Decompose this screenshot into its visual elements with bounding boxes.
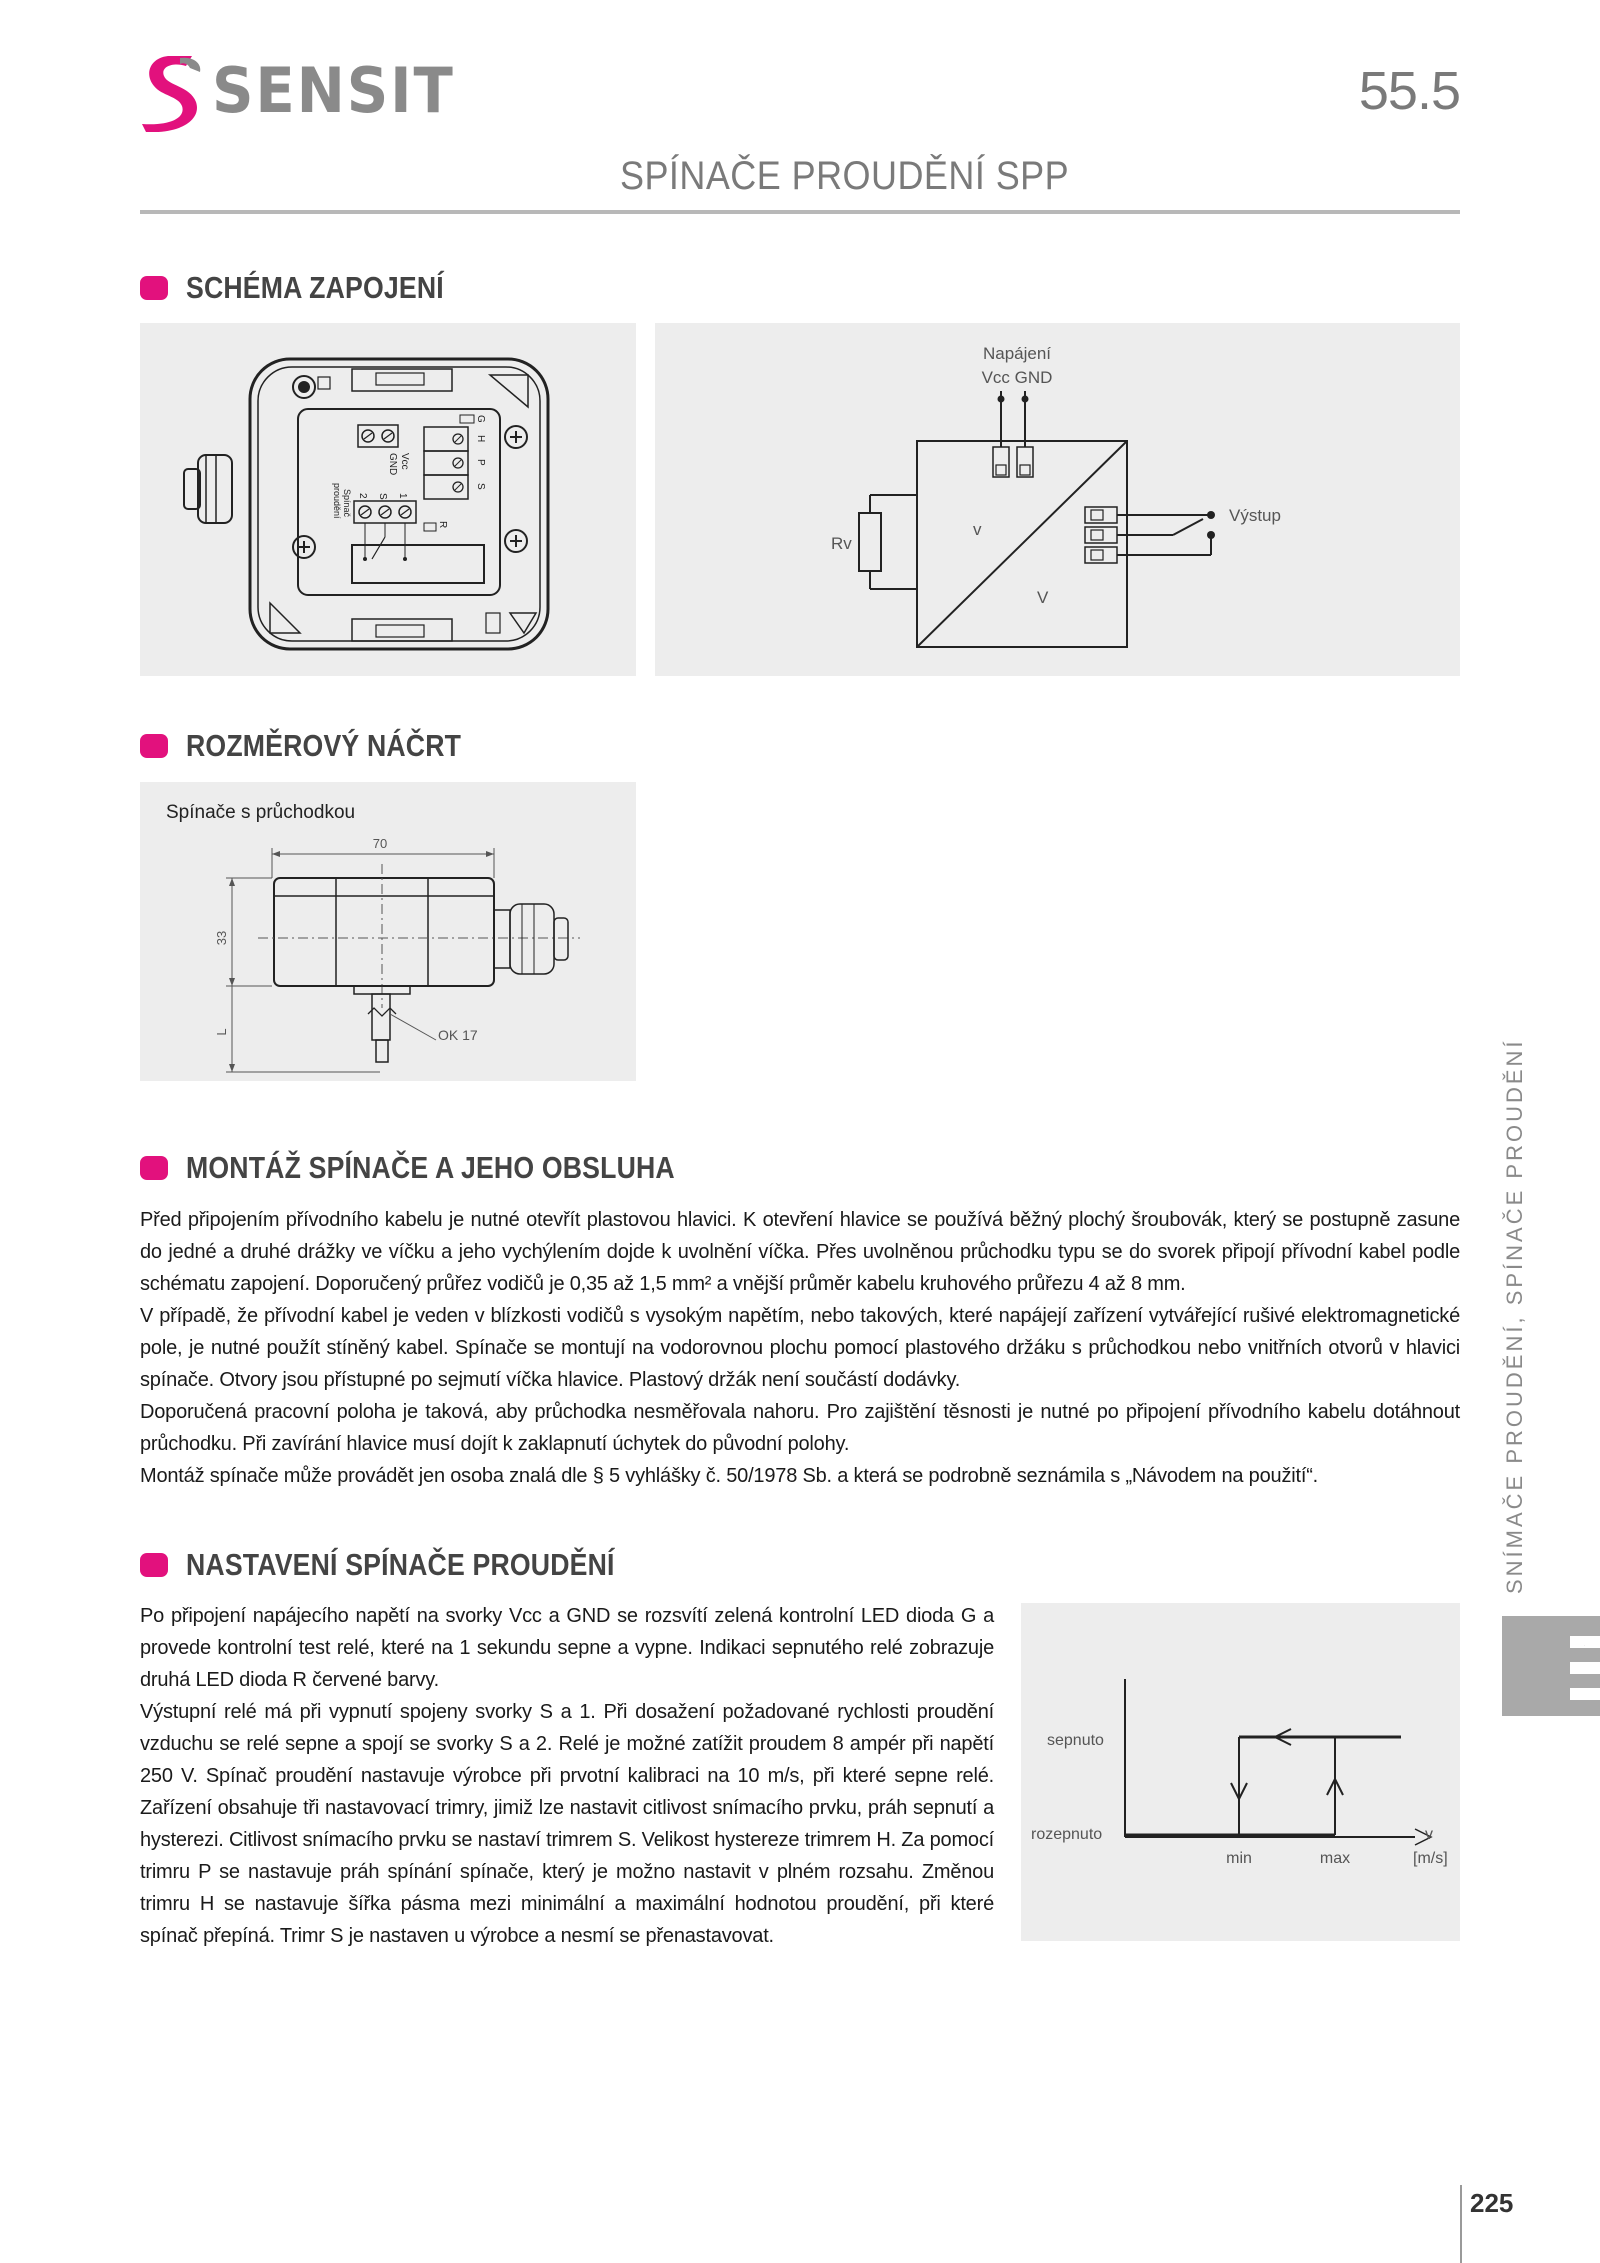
dim-height-label: 33 [214,930,229,946]
hysteresis-chart-panel [1021,1603,1460,1941]
terminal-2-label: 2 [357,493,368,499]
power-label: Napájení [982,344,1052,363]
terminal-board-diagram [140,323,636,676]
dim-length-label: L [214,1028,229,1036]
v-large-label: V [1037,588,1049,607]
terminal-s-label: S [377,493,388,500]
trim-p-label: P [475,459,486,466]
section-bullet [140,276,168,300]
terminal-gnd-label: GND [387,453,398,476]
off-label: rozepnuto [1031,1826,1103,1843]
gland-label: OK 17 [438,1027,478,1043]
terminal-vcc-label: Vcc [399,453,410,470]
mounting-paragraph-4: Montáž spínače může provádět jen osoba znalá dle § 5 vyhlášky č. 50/1978 Sb. a která se podrobně seznámila s „Návodem na použití“. [140,1465,1319,1487]
mounting-paragraph-2: V případě, že přívodní kabel je veden v blízkosti vodičů s vysokým napětím, nebo takových, které napájejí zařízení vytvářející rušivé elektromagnetické pole, je nutné použít stíněný kabel. Spínače se montují na vodorovnou plochu pomocí plastového držáku s průchodkou nebo vnitřních otvorů v hlavici spínače. Otvory jsou přístupné po sejmutí víčka hlavice. Plastový držák není součástí dodávky. [140,1305,1460,1391]
on-label: sepnuto [1047,1732,1104,1749]
sketch-caption: Spínače s průchodkou [166,802,356,823]
terminal-diagram-panel [140,323,636,676]
section-heading-mounting: MONTÁŽ SPÍNAČE A JEHO OBSLUHA [140,1150,754,1186]
circuit-diagram-panel [655,323,1460,676]
title-divider [140,210,1460,214]
tab-letter-e [1502,1616,1600,1716]
dimension-sketch-panel [140,782,636,1081]
led-r-label: R [437,521,448,529]
page-number: 225 [1470,2188,1514,2218]
sidebar-category-text: SNÍMAČE PROUDĚNÍ, SPÍNAČE PROUDĚNÍ [1502,1038,1527,1594]
max-label: max [1319,1850,1351,1867]
section-bullet [140,1553,168,1577]
vcc-gnd-label: Vcc GND [981,368,1053,387]
mounting-paragraph-3: Doporučená pracovní poloha je taková, aby průchodka nesměřovala nahoru. Pro zajištění těsnosti je nutné po připojení přívodního kabelu dotáhnout průchodku. Při zavírání hlavice musí dojít k zaklapnutí úchytek do původní polohy. [140,1401,1460,1455]
circuit-diagram [655,323,1460,676]
hysteresis-chart [1021,1603,1460,1941]
output-label: Výstup [1229,506,1281,525]
section-heading-setting: NASTAVENÍ SPÍNAČE PROUDĚNÍ [140,1547,684,1583]
mounting-paragraph-1: Před připojením přívodního kabelu je nutné otevřít plastovou hlavici. K otevření hlavice se používá běžný plochý šroubovák, který se postupně zasune do jedné a druhé drážky ve víčku a jeho vychýlením dojde k uvolnění víčka. Přes uvolněnou průchodku typu se do svorek připojí přívodní kabel podle schématu zapojení. Doporučený průřez vodičů je 0,35 až 1,5 mm² a vnější průměr kabelu kruhového průřezu 4 až 8 mm. [140,1209,1460,1295]
v-small-label: v [973,520,982,539]
axis-unit-label: [m/s] [1413,1850,1448,1867]
section-heading-wiring: SCHÉMA ZAPOJENÍ [140,270,486,306]
mounting-text [140,1204,1460,1492]
min-label: min [1226,1850,1252,1867]
section-bullet [140,1156,168,1180]
setting-paragraph-1: Po připojení napájecího napětí na svorky Vcc a GND se rozsvítí zelená kontrolní LED dioda G a provede kontrolní test relé, které na 1 sekundu sepne a vypne. Indikaci sepnutého relé zobrazuje druhá LED dioda R červené barvy. [140,1605,994,1691]
trim-h-label: H [475,435,486,443]
svg-text:E: E [1584,1646,1585,1647]
axis-v-label: v [1425,1826,1433,1843]
section-heading-dimension: ROZMĚROVÝ NÁČRT [140,728,506,764]
setting-paragraph-2: Výstupní relé má při vypnutí spojeny svorky S a 1. Při dosažení požadované rychlosti proudění vzduchu se relé sepne a spojí se svorky S a 2. Relé je možné zatížit proudem 8 ampér při napětí 250 V. Spínač proudění nastavuje výrobce při prvotní kalibraci na 10 m/s, při které sepne relé. Zařízení obsahuje tři nastavovací trimry, jimiž lze nastavit citlivost snímacího prvku, práh sepnutí a hysterezi. Citlivost snímacího prvku se nastaví trimrem S. Velikost hystereze trimrem H. Za pomocí trimru P se nastavuje práh spínání spínače, který je možno nastavit v plném rozsahu. Změnou trimru H se nastavuje šířka pásma mezi minimální a maximální hodnotou proudění, při které spínač přepíná. Trimr S je nastaven u výrobce a nesmí se přenastavovat. [140,1701,994,1947]
rv-label: Rv [831,534,852,553]
dim-width-label: 70 [372,836,388,851]
page-title: SPÍNAČE PROUDĚNÍ SPP [620,154,1070,198]
brand-name: SENSIT [212,54,455,127]
setting-text [140,1600,994,1952]
footer-divider [1460,2185,1462,2263]
terminal-1-label: 1 [397,493,408,499]
page-code: 55.5 [1358,61,1460,121]
sidebar-tab [1502,1616,1600,1716]
terminal-spinac-label: Spínač [342,489,352,518]
section-bullet [140,734,168,758]
trim-s-label: S [475,483,486,490]
led-g-label: G [475,415,486,423]
dimension-sketch [140,782,636,1081]
terminal-prouden-label: proudění [332,483,342,519]
